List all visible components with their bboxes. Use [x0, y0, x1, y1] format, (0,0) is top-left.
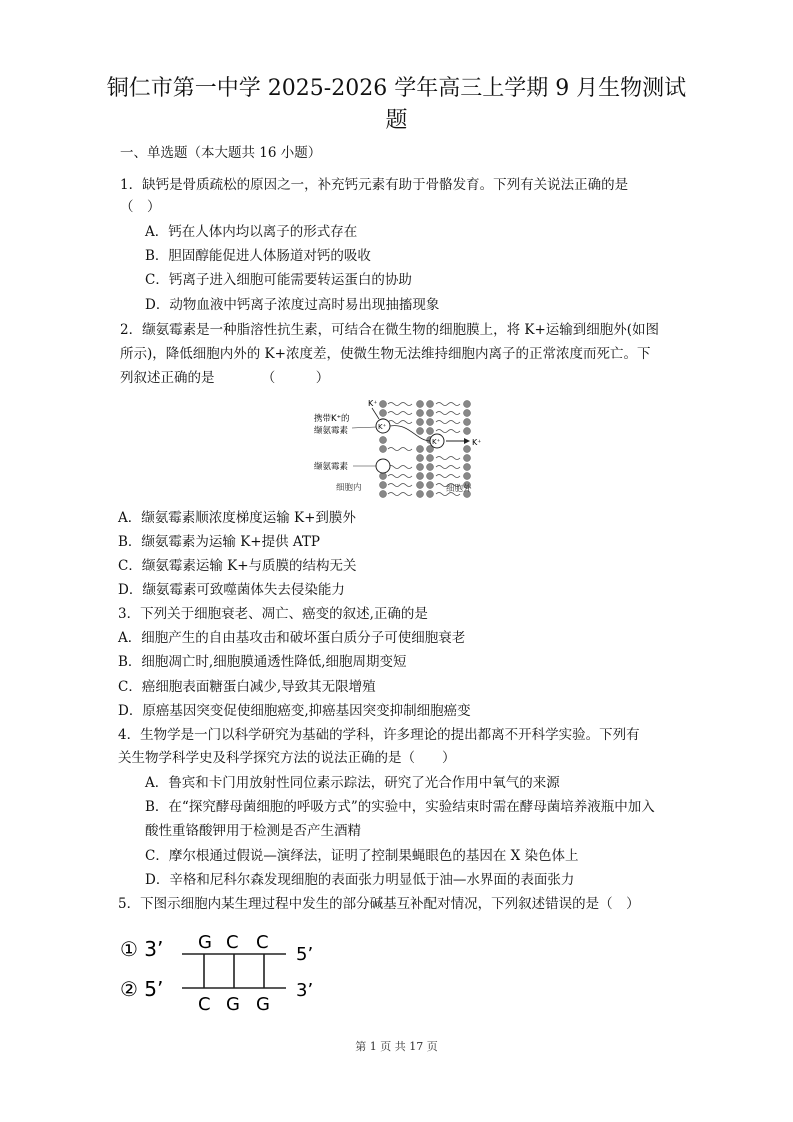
- q2-option-c: C．缬氨霉素运输 K+与质膜的结构无关: [118, 558, 357, 574]
- base-top-2: C: [226, 932, 239, 953]
- q1-option-a: A．钙在人体内均以离子的形式存在: [145, 224, 358, 240]
- document-title-line1: 铜仁市第一中学 2025-2026 学年高三上学期 9 月生物测试: [106, 76, 687, 101]
- q3-option-d: D．原癌基因突变促使细胞癌变,抑癌基因突变抑制细胞癌变: [118, 703, 471, 719]
- base-bottom-1: C: [198, 994, 211, 1015]
- q2-stem-line2: 所示)，降低细胞内外的 K+浓度差，使微生物无法维持细胞内离子的正常浓度而死亡。下: [120, 346, 651, 362]
- transport-arrow: [390, 426, 430, 441]
- q3-stem: 3．下列关于细胞衰老、凋亡、癌变的叙述,正确的是: [118, 606, 428, 622]
- q1-option-c: C．钙离子进入细胞可能需要转运蛋白的协助: [145, 272, 412, 288]
- q5-stem: 5．下图示细胞内某生理过程中发生的部分碱基互补配对情况，下列叙述错误的是（ ）: [118, 896, 640, 912]
- strand2-label: ② 5’: [120, 977, 164, 1001]
- page-footer: 第 1 页 共 17 页: [355, 1040, 438, 1053]
- q4-stem-line2: 关生物学科学史及科学探究方法的说法正确的是（ ）: [118, 750, 456, 766]
- q1-stem-line1: 1．缺钙是骨质疏松的原因之一，补充钙元素有助于骨骼发育。下列有关说法正确的是: [120, 177, 629, 193]
- q1-stem-line2: （ ）: [120, 199, 161, 215]
- q1-option-b: B．胆固醇能促进人体肠道对钙的吸收: [145, 248, 371, 264]
- q2-stem-line1: 2．缬氨霉素是一种脂溶性抗生素，可结合在微生物的细胞膜上，将 K+运输到细胞外(如图: [120, 322, 660, 338]
- q4-stem-line1: 4．生物学是一门以科学研究为基础的学科，许多理论的提出都离不开科学实验。下列有: [118, 727, 640, 743]
- strand1-end: 5’: [296, 944, 314, 965]
- membrane-tails: [388, 403, 460, 496]
- q1-option-d: D．动物血液中钙离子浓度过高时易出现抽搐现象: [145, 297, 440, 313]
- q4-option-b-cont: 酸性重铬酸钾用于检测是否产生酒精: [145, 823, 361, 839]
- base-top-3: C: [256, 932, 269, 953]
- base-pairing-diagram: [120, 928, 330, 1020]
- k-release-arrowhead: [464, 438, 470, 444]
- label-valinomycin: 缬氨霉素: [314, 462, 349, 472]
- strand2-end: 3’: [296, 980, 314, 1001]
- q4-option-d: D．辛格和尼科尔森发现细胞的表面张力明显低于油—水界面的表面张力: [145, 872, 575, 888]
- label-cell-outside: 细胞外: [446, 484, 472, 494]
- base-bottom-3: G: [256, 994, 270, 1015]
- section-header: 一、单选题（本大题共 16 小题）: [120, 145, 322, 161]
- k-label-out-circle: K⁺: [432, 438, 441, 446]
- q2-option-b: B．缬氨霉素为运输 K+提供 ATP: [118, 534, 320, 550]
- q2-option-a: A．缬氨霉素顺浓度梯度运输 K+到膜外: [118, 510, 356, 526]
- k-label-in-circle: K⁺: [378, 423, 387, 431]
- q4-option-c: C．摩尔根通过假说—演绎法，证明了控制果蝇眼色的基因在 X 染色体上: [145, 848, 579, 864]
- q2-stem-line3: 列叙述正确的是 （ ）: [120, 370, 330, 386]
- carry-pointer: [352, 427, 376, 428]
- label-carry-line2: 缬氨霉素: [314, 426, 349, 436]
- q4-option-a: A．鲁宾和卡门用放射性同位素示踪法，研究了光合作用中氧气的来源: [145, 775, 560, 791]
- base-top-1: G: [198, 932, 212, 953]
- k-top-label: K⁺: [368, 399, 378, 408]
- valinomycin-membrane-diagram: [300, 395, 510, 500]
- label-cell-inside: 细胞内: [336, 483, 362, 493]
- q4-option-b: B．在“探究酵母菌细胞的呼吸方式”的实验中，实验结束时需在酵母菌培养液瓶中加入: [145, 799, 655, 815]
- q2-option-d: D．缬氨霉素可致噬菌体失去侵染能力: [118, 582, 345, 598]
- label-carry-line1: 携带K⁺的: [314, 414, 350, 424]
- k-entry-arrow: [372, 408, 379, 419]
- membrane-left-heads: [380, 401, 471, 498]
- q3-option-a: A．细胞产生的自由基攻击和破坏蛋白质分子可使细胞衰老: [118, 630, 466, 646]
- base-bottom-2: G: [226, 994, 240, 1015]
- q3-option-c: C．癌细胞表面糖蛋白减少,导致其无限增殖: [118, 679, 376, 695]
- q3-option-b: B．细胞凋亡时,细胞膜通透性降低,细胞周期变短: [118, 654, 407, 670]
- valinomycin-empty: [376, 459, 390, 473]
- k-right-label: K⁺: [472, 438, 482, 447]
- strand1-label: ① 3’: [120, 937, 164, 961]
- document-title-line2: 题: [385, 108, 408, 133]
